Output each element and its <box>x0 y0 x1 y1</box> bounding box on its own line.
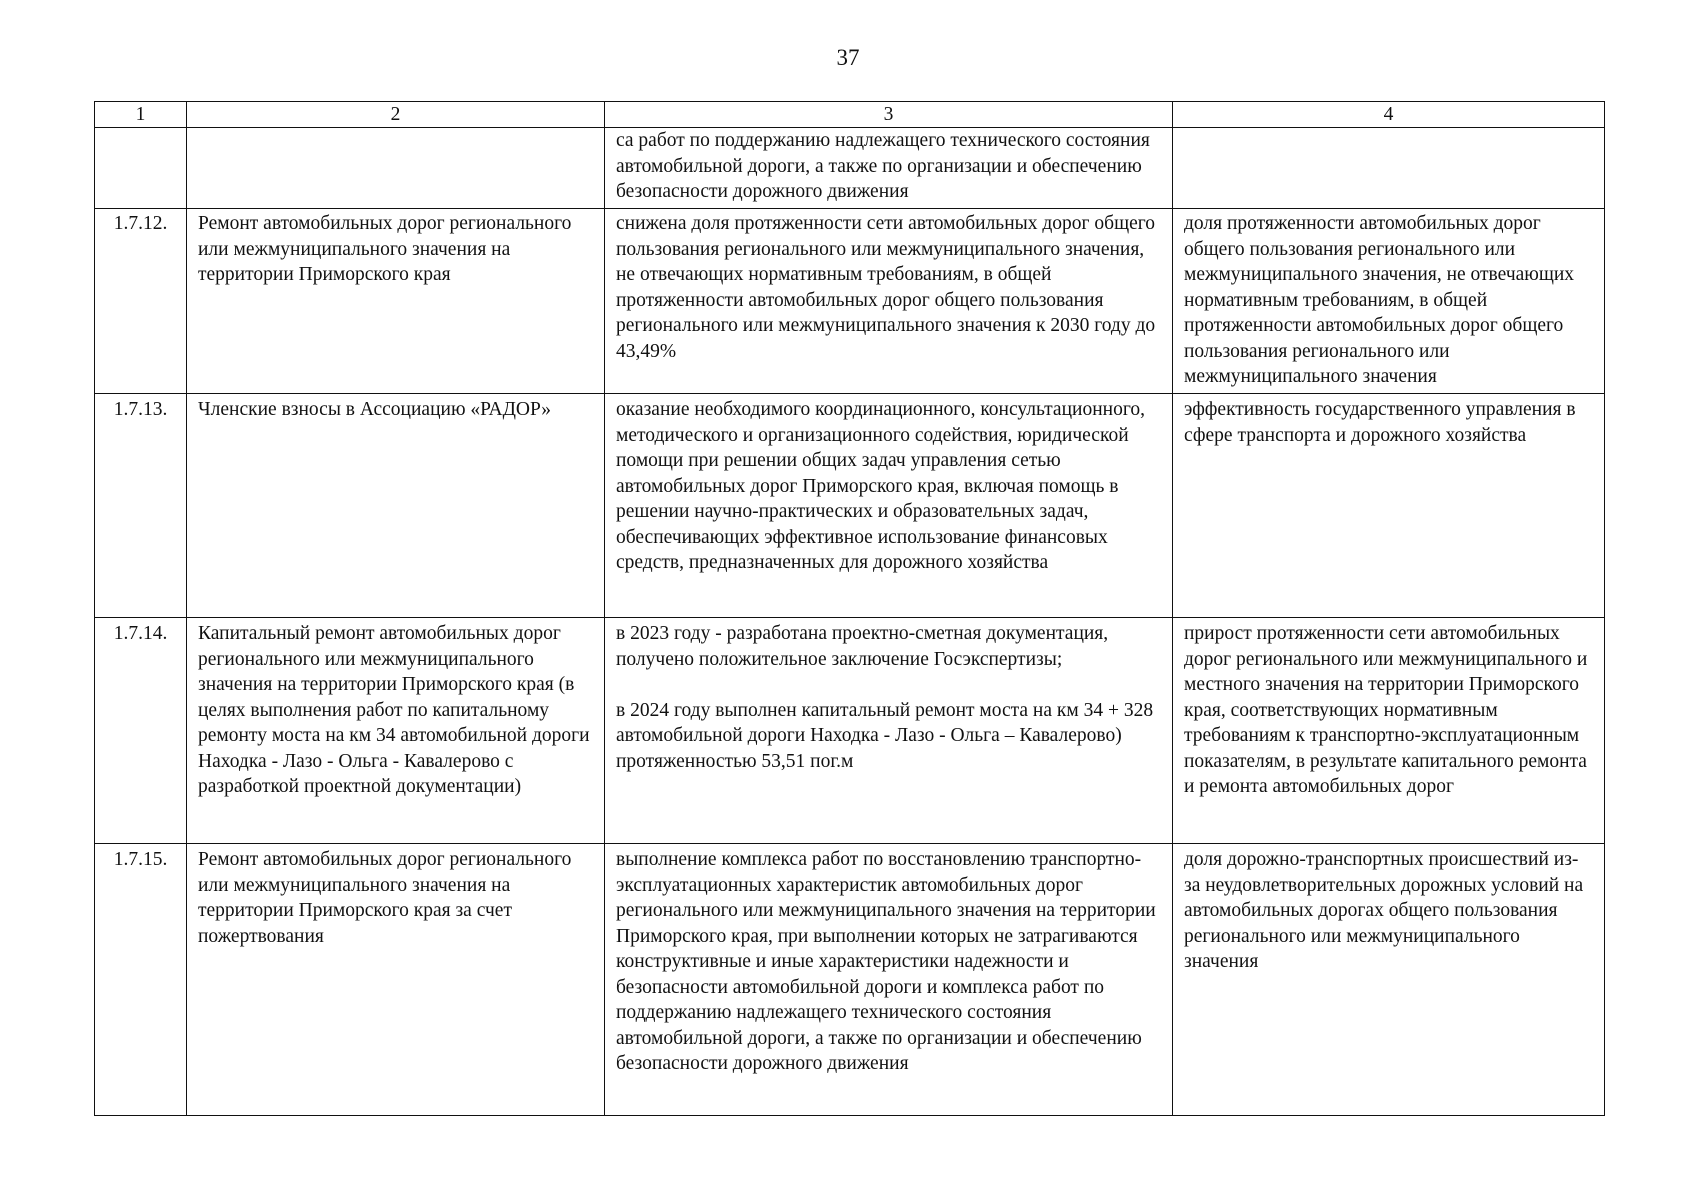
indicator: доля дорожно-транспортных происшествий из-за неудовлетворительных дорожных условий на автомобильных дорогах общего пользования регионального или межмуниципального значения <box>1173 844 1605 1116</box>
row-number: 1.7.13. <box>95 394 187 618</box>
column-header-1: 1 <box>95 102 187 128</box>
table-row <box>95 844 1605 1116</box>
measure-name: Ремонт автомобильных дорог регионального или межмуниципального значения на территории Приморского края за счет пожертвования <box>187 844 605 1116</box>
row-number <box>95 128 187 209</box>
expected-result-part-2023: в 2023 году - разработана проектно-сметная документация, получено положительное заключение Госэкспертизы; <box>616 623 1109 670</box>
indicator <box>1173 128 1605 209</box>
expected-result <box>605 618 1173 844</box>
row-number: 1.7.14. <box>95 618 187 844</box>
paragraph-spacer <box>616 672 1162 698</box>
table-row <box>95 209 1605 394</box>
row-number: 1.7.15. <box>95 844 187 1116</box>
table-header-row <box>95 102 1605 128</box>
table-row <box>95 394 1605 618</box>
expected-result: оказание необходимого координационного, консультационного, методического и организационного содействия, юридической помощи при решении общих задач управления сетью автомобильных дорог Приморского края, включая помощь в решении научно-практических и образовательных задач, обеспечивающих эффективное использование финансовых средств, предназначенных для дорожного хозяйства <box>605 394 1173 618</box>
table-row <box>95 618 1605 844</box>
expected-result: снижена доля протяженности сети автомобильных дорог общего пользования регионального или межмуниципального значения, не отвечающих нормативным требованиям, в общей протяженности автомобильных дорог общего пользования регионального или межмуниципального значения к 2030 году до 43,49% <box>605 209 1173 394</box>
indicator: доля протяженности автомобильных дорог общего пользования регионального или межмуниципального значения, не отвечающих нормативным требованиям, в общей протяженности автомобильных дорог общего пользования регионального или межмуниципального значения <box>1173 209 1605 394</box>
table-row-continuation <box>95 128 1605 209</box>
indicator: эффективность государственного управления в сфере транспорта и дорожного хозяйства <box>1173 394 1605 618</box>
row-number: 1.7.12. <box>95 209 187 394</box>
column-header-2: 2 <box>187 102 605 128</box>
expected-result-part-2024: в 2024 году выполнен капитальный ремонт моста на км 34 + 328 автомобильной дороги Находка - Лазо - Ольга – Кавалерово) протяженностью 53,51 пог.м <box>616 699 1154 772</box>
measure-name: Ремонт автомобильных дорог регионального или межмуниципального значения на территории Приморского края <box>187 209 605 394</box>
expected-result: выполнение комплекса работ по восстановлению транспортно-эксплуатационных характеристик автомобильных дорог регионального или межмуниципального значения на территории Приморского края, при выполнении которых не затрагиваются конструктивные и иные характеристики надежности и безопасности автомобильной дороги и комплекса работ по поддержанию надлежащего технического состояния автомобильной дороги, а также по организации и обеспечению безопасности дорожного движения <box>605 844 1173 1116</box>
expected-result: са работ по поддержанию надлежащего технического состояния автомобильной дороги, а также по организации и обеспечению безопасности дорожного движения <box>605 128 1173 209</box>
column-header-4: 4 <box>1173 102 1605 128</box>
measures-table <box>94 101 1605 1116</box>
indicator: прирост протяженности сети автомобильных дорог регионального или межмуниципального и местного значения на территории Приморского края, соответствующих нормативным требованиям к транспортно-эксплуатационным показателям, в результате капитального ремонта и ремонта автомобильных дорог <box>1173 618 1605 844</box>
page-number: 37 <box>836 45 860 70</box>
column-header-3: 3 <box>605 102 1173 128</box>
measure-name <box>187 128 605 209</box>
measure-name: Членские взносы в Ассоциацию «РАДОР» <box>187 394 605 618</box>
measure-name: Капитальный ремонт автомобильных дорог регионального или межмуниципального значения на территории Приморского края (в целях выполнения работ по капитальному ремонту моста на км 34 автомобильной дороги Находка - Лазо - Ольга - Кавалерово с разработкой проектной документации) <box>187 618 605 844</box>
